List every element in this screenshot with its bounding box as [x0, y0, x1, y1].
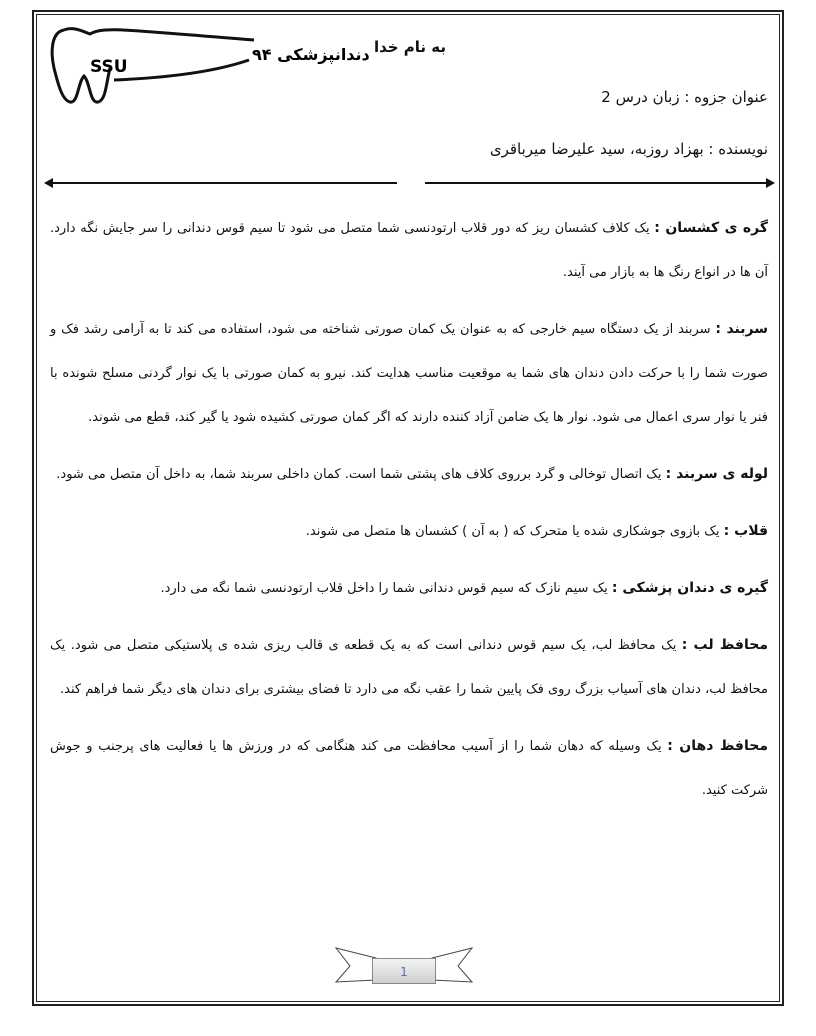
entry-body: یک بازوی جوشکاری شده یا متحرک که ( به آن ) کشسان ها متصل می شوند. [305, 524, 724, 539]
entry-term: گره ی کشسان : [654, 220, 768, 236]
glossary-content [50, 206, 768, 825]
arrow-left-icon [44, 178, 53, 188]
entry-body: یک وسیله که دهان شما را از آسیب محافظت می کند هنگامی که در ورزش ها یا فعالیت های پرجنب و جوش شرکت کنید. [50, 739, 768, 798]
glossary-entry [50, 623, 768, 712]
entry-body: یک اتصال توخالی و گرد برروی کلاف های پشتی شما است. کمان داخلی سربند شما، به داخل آن متصل می شود. [56, 467, 666, 482]
glossary-entry [50, 206, 768, 295]
entry-term: محافظ دهان : [667, 738, 768, 754]
divider-right [425, 182, 767, 184]
glossary-entry [50, 509, 768, 554]
glossary-entry [50, 724, 768, 813]
entry-term: محافظ لب : [681, 637, 768, 653]
page-number: 1 [372, 958, 436, 984]
logo-abbr: SSU [90, 57, 128, 77]
glossary-entry [50, 566, 768, 611]
entry-body: یک کلاف کشسان ریز که دور قلاب ارتودنسی شما متصل می شود تا سیم قوس دندانی را سر جایش نگه دارد. آن ها در انواع رنگ ها به بازار می آیند. [50, 221, 768, 280]
entry-term: گیره ی دندان پزشکی : [611, 580, 768, 596]
document-author: نویسنده : بهزاد روزبه، سید علیرضا میرباقری [489, 140, 768, 158]
entry-term: لوله ی سربند : [665, 466, 768, 482]
entry-body: سربند از یک دستگاه سیم خارجی که به عنوان یک کمان صورتی شناخته می شود، استفاده می کند تا به آرامی رشد فک و صورت شما را با حرکت دادن دندان های شما به موقعیت مناسب هدایت کند. نیرو به کمان صورتی با یک نوار گردنی مسلح شونده با فنر یا نوار سری اعمال می شود. نوار ها یک ضامن آزاد کننده دارند که اگر کمان صورتی کشیده شود یا گیر کند، قطع می شوند. [50, 322, 768, 425]
entry-term: سربند : [715, 321, 768, 337]
divider-left [52, 182, 397, 184]
glossary-entry [50, 452, 768, 497]
entry-body: یک محافظ لب، یک سیم قوس دندانی است که به یک قطعه ی قالب ریزی شده ی پلاستیکی متصل می شود. یک محافظ لب، دندان های آسیاب بزرگ روی فک پایین شما را عقب نگه می دارد تا فضای بیشتری برای دندان های دیگر شما فراهم کند. [50, 638, 768, 697]
glossary-entry [50, 307, 768, 440]
tooth-logo-icon [44, 20, 370, 110]
logo-title: دندانپزشکی ۹۴ [252, 45, 370, 64]
arrow-right-icon [766, 178, 775, 188]
entry-term: قلاب : [723, 523, 768, 539]
entry-body: یک سیم نازک که سیم قوس دندانی شما را داخل قلاب ارتودنسی شما نگه می دارد. [160, 581, 612, 596]
document-title: عنوان جزوه : زبان درس 2 [601, 88, 768, 106]
bismillah-heading: به نام خدا [373, 38, 447, 56]
